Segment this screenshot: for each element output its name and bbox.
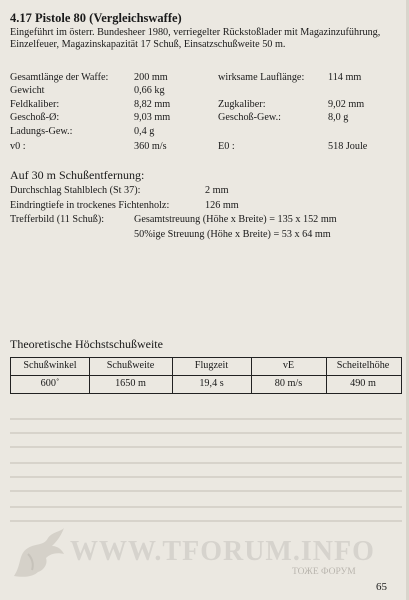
- penetration-label: Durchschlag Stahlblech (St 37):: [10, 185, 141, 196]
- bleed-through-line: [10, 506, 402, 508]
- penetration-row: [10, 200, 402, 213]
- table-data-cell: 1650 m: [115, 378, 146, 389]
- table-data-cell: 80 m/s: [274, 378, 303, 389]
- spec-row: [10, 85, 402, 98]
- spec-row: [10, 99, 402, 112]
- spec-label: wirksame Lauflänge:: [218, 72, 305, 83]
- spec-row: [10, 72, 402, 85]
- spec-label: Feldkaliber:: [10, 99, 60, 110]
- spec-label: Geschoß-Ø:: [10, 112, 60, 123]
- spec-label: Zugkaliber:: [218, 99, 266, 110]
- bleed-through-line: [10, 418, 402, 420]
- spec-row: [10, 126, 402, 139]
- spec-value: 114 mm: [328, 72, 362, 83]
- bleed-through-line: [10, 432, 402, 434]
- section-title: 4.17 Pistole 80 (Vergleichswaffe): [10, 11, 182, 25]
- section-intro: Eingeführt im österr. Bundesheer 1980, verriegelter Rückstoßlader mit Magazinzuführung, Einzelfeuer, Magazinskapazität 17 Schuß, Einsatzschußweite 50 m.: [10, 27, 381, 50]
- penetration-value: 126 mm: [205, 200, 239, 211]
- penetration-heading: Auf 30 m Schußentfernung:: [10, 168, 145, 182]
- bleed-through-line: [10, 446, 402, 448]
- spec-value: 518 Joule: [328, 141, 368, 152]
- penetration-row: [10, 214, 402, 227]
- range-table: [10, 357, 402, 394]
- spec-value: 8,0 g: [328, 112, 349, 123]
- penetration-label: Trefferbild (11 Schuß):: [10, 214, 105, 225]
- spec-value: 0,66 kg: [134, 85, 165, 96]
- penetration-row: [10, 229, 402, 242]
- bleed-through-line: [10, 520, 402, 522]
- spec-value: 9,03 mm: [134, 112, 171, 123]
- spec-label: Gesamtlänge der Waffe:: [10, 72, 109, 83]
- table-header-cell: Flugzeit: [194, 360, 229, 371]
- table-header-cell: Scheitelhöhe: [336, 360, 390, 371]
- spec-value: 8,82 mm: [134, 99, 171, 110]
- bleed-through-line: [10, 476, 402, 478]
- spec-label: E0 :: [218, 141, 235, 152]
- spec-value: 0,4 g: [134, 126, 155, 137]
- spec-row: [10, 112, 402, 125]
- range-table-heading: Theoretische Höchstschußweite: [10, 337, 163, 351]
- spec-label: Gewicht: [10, 85, 45, 96]
- spec-value: 9,02 mm: [328, 99, 365, 110]
- page-number: 65: [376, 581, 387, 593]
- bleed-through-line: [10, 462, 402, 464]
- table-header-cell: Schußweite: [106, 360, 155, 371]
- penetration-row: [10, 185, 402, 198]
- spec-row: [10, 141, 402, 154]
- table-header-cell: vE: [282, 360, 295, 371]
- table-data-cell: 19,4 s: [199, 378, 224, 389]
- watermark-subtext: ТОЖЕ ФОРУМ: [292, 567, 356, 577]
- table-data-cell: 490 m: [350, 378, 376, 389]
- table-header-cell: Schußwinkel: [23, 360, 77, 371]
- table-data-cell: 600˚: [40, 378, 60, 389]
- bleed-through-line: [10, 490, 402, 492]
- spec-label: v0 :: [10, 141, 26, 152]
- penetration-label: Eindringtiefe in trockenes Fichtenholz:: [10, 200, 170, 211]
- penetration-value: 50%ige Streuung (Höhe x Breite) = 53 x 64 mm: [134, 229, 331, 240]
- spec-value: 200 mm: [134, 72, 168, 83]
- penetration-value: Gesamtstreuung (Höhe x Breite) = 135 x 152 mm: [134, 214, 337, 225]
- griffin-logo-icon: [8, 524, 68, 584]
- watermark-text: WWW.TFORUM.INFO: [70, 536, 375, 567]
- spec-label: Geschoß-Gew.:: [218, 112, 281, 123]
- penetration-value: 2 mm: [205, 185, 229, 196]
- spec-label: Ladungs-Gew.:: [10, 126, 73, 137]
- spec-value: 360 m/s: [134, 141, 167, 152]
